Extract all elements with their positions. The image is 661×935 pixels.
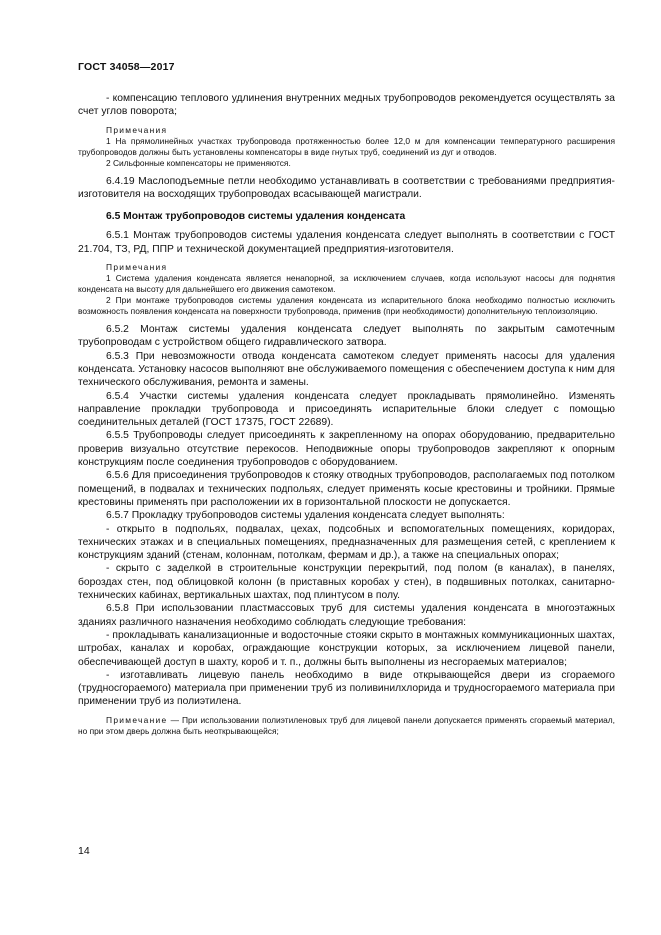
- notes-title: Примечания: [106, 262, 168, 273]
- paragraph-6-5-1: 6.5.1 Монтаж трубопроводов системы удаления конденсата следует выполнять в соответствии с ГОСТ 21.704, ТЗ, РД, ППР и технической документацией предприятия-изготовителя.: [78, 230, 615, 255]
- paragraph-6-5-2: 6.5.2 Монтаж системы удаления конденсата следует выполнять по закрытым самотечным трубопроводам с устройством общего гидравлического затвора.: [78, 324, 615, 349]
- note-final: [78, 715, 615, 737]
- note-item: 2 При монтаже трубопроводов системы удаления конденсата из испарительного блока необходимо полностью исключить возможность появления конденсата на поверхности трубопровода, применив (при необходимости) дополнительную теплоизоляцию.: [78, 295, 615, 317]
- page-number: 14: [78, 845, 90, 857]
- note-item: 1 На прямолинейных участках трубопровода протяженностью более 12,0 м для компенсации температурного расширения трубопроводов должны быть установлены компенсаторы в виде гнутых труб, соединений из дуг и отводов.: [78, 135, 615, 157]
- paragraph-6-5-8: 6.5.8 При использовании пластмассовых труб для системы удаления конденсата в многоэтажных зданиях различного назначения необходимо соблюдать следующие требования:: [78, 603, 615, 628]
- notes-title: Примечания: [106, 124, 168, 135]
- document-header: ГОСТ 34058—2017: [78, 61, 175, 73]
- paragraph-6-5-4: 6.5.4 Участки системы удаления конденсата следует прокладывать прямолинейно. Изменять направление прокладки трубопровода и присоединять испарительные блоки следует с помощью соединительных деталей (ГОСТ 17375, ГОСТ 22689).: [78, 390, 615, 429]
- note-item: 1 Система удаления конденсата является ненапорной, за исключением случаев, когда используют насосы для поднятия конденсата на высоту для дальнейшего его движения самотеком.: [78, 273, 615, 295]
- paragraph-6-5-7: 6.5.7 Прокладку трубопроводов системы удаления конденсата следует выполнять:: [106, 510, 505, 522]
- list-item-hidden-laying: - скрыто с заделкой в строительные конструкции перекрытий, под полом (в каналах), в панелях, бороздах стен, под облицовкой колонн (в приставных коробах у стен), в подвшивных потолках, санитарно-технических кабинах, вертикальных шахтах, под плинтусом в полу.: [78, 563, 615, 602]
- paragraph-6-4-19: 6.4.19 Маслоподъемные петли необходимо устанавливать в соответствии с требованиями предприятия-изготовителя на восходящих трубопроводах всасывающей магистрали.: [78, 175, 615, 200]
- list-item-front-panel: - изготавливать лицевую панель необходимо в виде открывающейся двери из сгораемого (трудносгораемого) материала при применении труб из поливинилхлорида и трудносгораемого материала при применении труб из полиэтилена.: [78, 669, 615, 708]
- note-text: — При использовании полиэтиленовых труб для лицевой панели допускается применять сгораемый материал, но при этом дверь должна быть неоткрывающейся;: [78, 714, 615, 736]
- note-item: 2 Сильфонные компенсаторы не применяются.: [106, 157, 291, 168]
- document-body: [78, 92, 615, 737]
- paragraph-compensation: - компенсацию теплового удлинения внутренних медных трубопроводов рекомендуется осуществлять за счет углов поворота;: [78, 93, 615, 118]
- paragraph-6-5-6: 6.5.6 Для присоединения трубопроводов к стояку отводных трубопроводов, располагаемых под потолком помещений, в подвалах и технических подпольях, следует применять косые крестовины и тройники. Прямые крестовины применять при расположении их в горизонтальной плоскости не допускается.: [78, 470, 615, 508]
- note-label: Примечание: [106, 714, 168, 725]
- list-item-open-laying: - открыто в подпольях, подвалах, цехах, подсобных и вспомогательных помещениях, коридорах, технических этажах и в специальных помещениях, предназначенных для размещения сетей, с креплением к конструкциям зданий (стенам, колоннам, потолкам, фермам и др.), а также на специальных опорах;: [78, 523, 615, 562]
- paragraph-6-5-3: 6.5.3 При невозможности отвода конденсата самотеком следует применять насосы для удаления конденсата. Установку насосов выполняют вне обслуживаемого помещения с обеспечением доступа к ним для технического обслуживания, ремонта и замены.: [78, 350, 615, 389]
- paragraph-6-5-5: 6.5.5 Трубопроводы следует присоединять к закрепленному на опорах оборудованию, предварительно проверив визуально отсутствие перекосов. Неподвижные опоры трубопроводов закрепляют к опорным конструкциям после соединения трубопроводов с оборудованием.: [78, 430, 615, 469]
- list-item-risers: - прокладывать канализационные и водосточные стояки скрыто в монтажных коммуникационных шахтах, штробах, каналах и коробах, ограждающие конструкции которых, за исключением лицевой панели, обеспечивающей доступ в шахту, короб и т. п., должны быть выполнены из несгораемых материалов;: [78, 629, 615, 668]
- section-heading: 6.5 Монтаж трубопроводов системы удаления конденсата: [106, 211, 406, 223]
